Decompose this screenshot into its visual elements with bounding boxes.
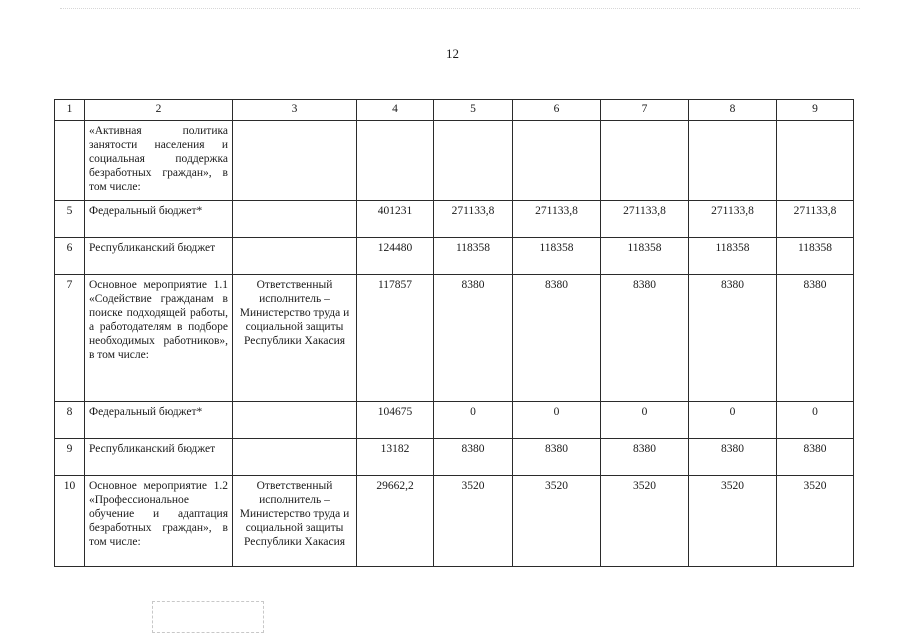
row-value-cell: 3520 xyxy=(513,476,601,567)
row-value-cell: 8380 xyxy=(513,439,601,476)
row-value-cell xyxy=(689,121,777,201)
row-value-cell: 118358 xyxy=(513,238,601,275)
header-cell: 4 xyxy=(357,100,434,121)
header-cell: 8 xyxy=(689,100,777,121)
table-row xyxy=(55,201,854,238)
row-value-cell xyxy=(357,121,434,201)
row-value-cell: 0 xyxy=(777,402,854,439)
row-value-cell: 271133,8 xyxy=(777,201,854,238)
header-cell: 3 xyxy=(233,100,357,121)
row-number-cell: 10 xyxy=(55,476,85,567)
row-value-cell xyxy=(513,121,601,201)
header-cell: 5 xyxy=(434,100,513,121)
row-name-cell: Основное мероприятие 1.1 «Содействие гражданам в поиске подходящей работы, а работодателям в подборе необходимых работников», в том числе: xyxy=(85,275,233,402)
row-executor-cell xyxy=(233,402,357,439)
row-number-cell xyxy=(55,121,85,201)
row-name-cell: Республиканский бюджет xyxy=(85,238,233,275)
row-number-cell: 5 xyxy=(55,201,85,238)
row-value-cell: 117857 xyxy=(357,275,434,402)
page-number: 12 xyxy=(446,46,459,61)
row-value-cell: 0 xyxy=(513,402,601,439)
row-value-cell: 29662,2 xyxy=(357,476,434,567)
row-value-cell: 8380 xyxy=(601,275,689,402)
row-value-cell: 3520 xyxy=(601,476,689,567)
row-value-cell: 271133,8 xyxy=(689,201,777,238)
row-value-cell: 8380 xyxy=(601,439,689,476)
row-value-cell: 13182 xyxy=(357,439,434,476)
budget-table-body xyxy=(55,100,854,567)
row-value-cell: 8380 xyxy=(689,439,777,476)
row-value-cell: 0 xyxy=(434,402,513,439)
row-value-cell: 8380 xyxy=(513,275,601,402)
row-executor-cell: Ответственный исполнитель – Министерство труда и социальной защиты Республики Хакасия xyxy=(233,476,357,567)
row-value-cell: 3520 xyxy=(777,476,854,567)
row-name-cell: Основное мероприятие 1.2 «Профессиональное обучение и адаптация безработных граждан», в том числе: xyxy=(85,476,233,567)
row-value-cell: 118358 xyxy=(601,238,689,275)
table-row xyxy=(55,476,854,567)
header-cell: 2 xyxy=(85,100,233,121)
row-executor-cell xyxy=(233,121,357,201)
row-executor-cell xyxy=(233,439,357,476)
row-value-cell: 401231 xyxy=(357,201,434,238)
row-value-cell: 104675 xyxy=(357,402,434,439)
header-cell: 7 xyxy=(601,100,689,121)
scan-artifact-line xyxy=(60,8,860,17)
row-value-cell: 8380 xyxy=(434,439,513,476)
row-name-cell: Федеральный бюджет* xyxy=(85,201,233,238)
row-executor-cell xyxy=(233,201,357,238)
table-row xyxy=(55,402,854,439)
row-value-cell: 0 xyxy=(689,402,777,439)
row-value-cell xyxy=(434,121,513,201)
row-name-cell: Федеральный бюджет* xyxy=(85,402,233,439)
row-value-cell: 118358 xyxy=(777,238,854,275)
row-value-cell: 8380 xyxy=(434,275,513,402)
row-value-cell: 124480 xyxy=(357,238,434,275)
row-value-cell: 0 xyxy=(601,402,689,439)
row-value-cell: 271133,8 xyxy=(434,201,513,238)
row-value-cell: 8380 xyxy=(777,439,854,476)
header-cell: 6 xyxy=(513,100,601,121)
budget-table xyxy=(54,99,854,567)
row-executor-cell xyxy=(233,238,357,275)
row-value-cell xyxy=(777,121,854,201)
header-cell: 9 xyxy=(777,100,854,121)
table-row xyxy=(55,121,854,201)
row-value-cell: 3520 xyxy=(689,476,777,567)
row-name-cell: «Активная политика занятости населения и социальная поддержка безработных граждан», в том числе: xyxy=(85,121,233,201)
row-number-cell: 9 xyxy=(55,439,85,476)
row-name-cell: Республиканский бюджет xyxy=(85,439,233,476)
faded-stamp-mark xyxy=(152,601,264,633)
row-number-cell: 6 xyxy=(55,238,85,275)
table-row xyxy=(55,439,854,476)
row-value-cell: 8380 xyxy=(777,275,854,402)
table-header-row xyxy=(55,100,854,121)
row-number-cell: 7 xyxy=(55,275,85,402)
row-value-cell xyxy=(601,121,689,201)
row-value-cell: 271133,8 xyxy=(601,201,689,238)
table-row xyxy=(55,238,854,275)
row-executor-cell: Ответственный исполнитель – Министерство труда и социальной защиты Республики Хакасия xyxy=(233,275,357,402)
row-number-cell: 8 xyxy=(55,402,85,439)
row-value-cell: 3520 xyxy=(434,476,513,567)
table-row xyxy=(55,275,854,402)
row-value-cell: 118358 xyxy=(434,238,513,275)
row-value-cell: 271133,8 xyxy=(513,201,601,238)
header-cell: 1 xyxy=(55,100,85,121)
row-value-cell: 118358 xyxy=(689,238,777,275)
row-value-cell: 8380 xyxy=(689,275,777,402)
